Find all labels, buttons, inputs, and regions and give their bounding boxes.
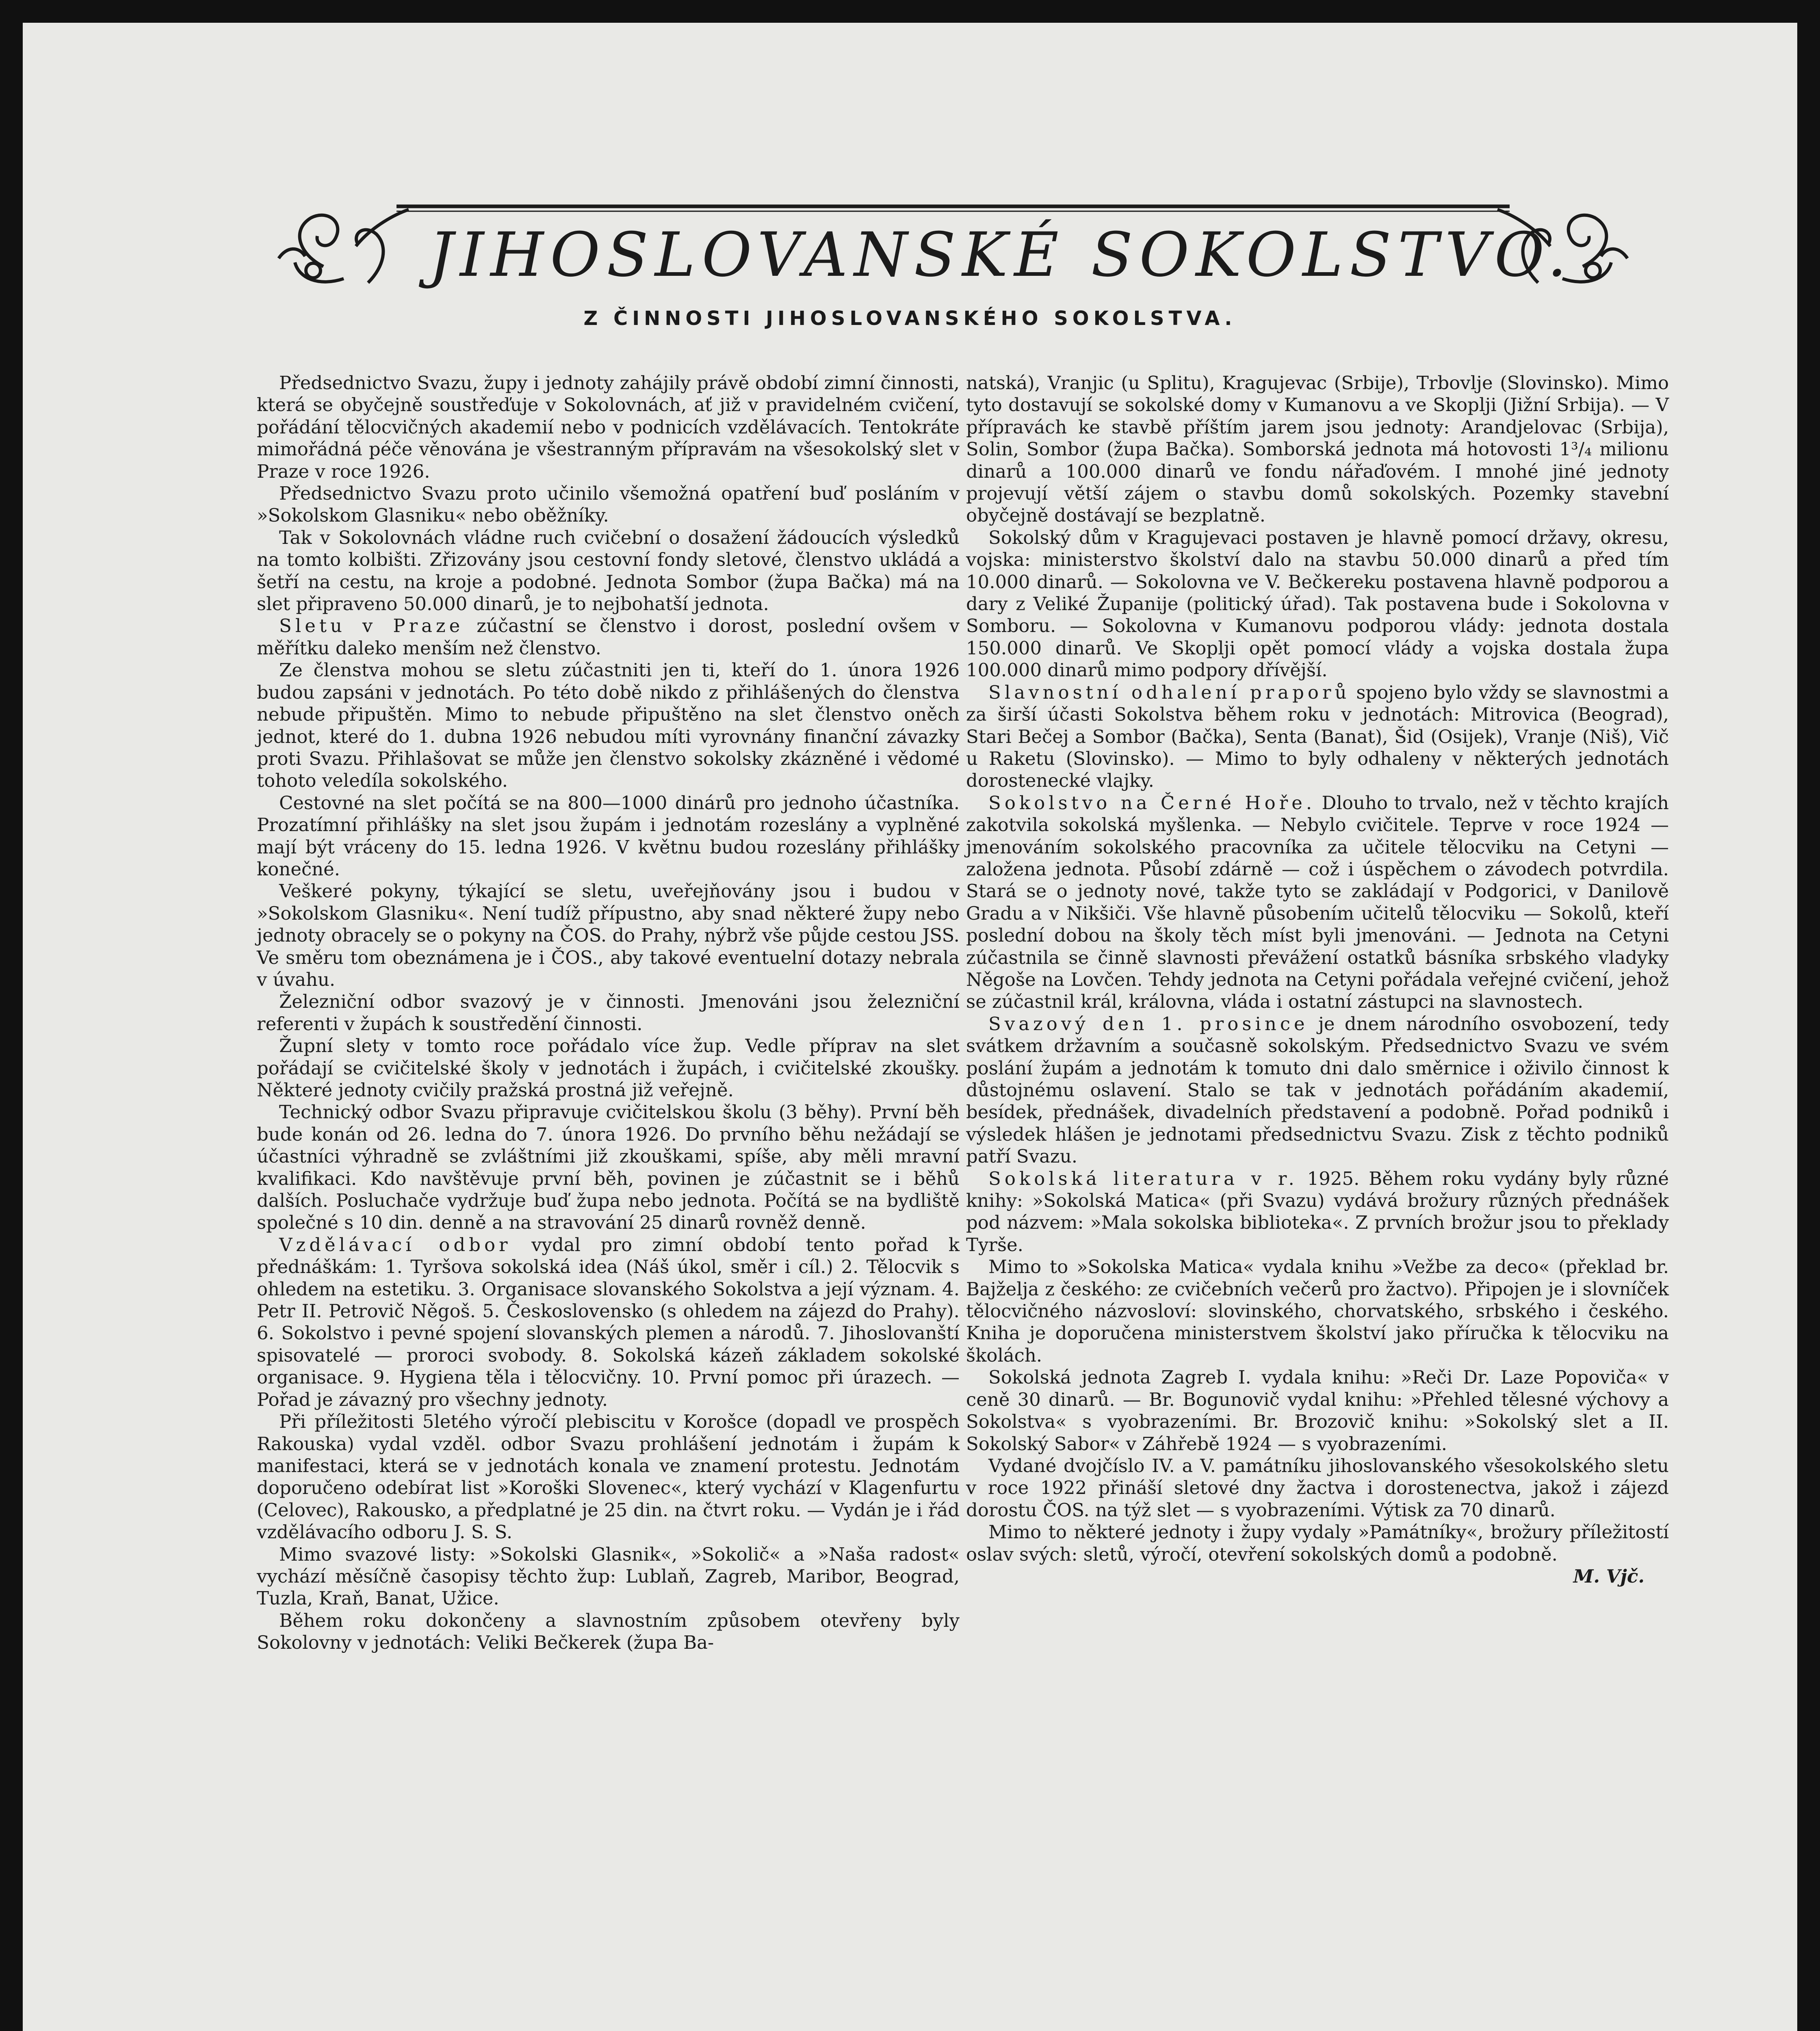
left-floral-ornament	[279, 210, 409, 283]
paragraph: Župní slety v tomto roce pořádalo více žup. Vedle příprav na slet pořádají se cvičitelské školy v jednotách i župách, i cvičitelské zkoušky. Některé jednoty cvičily pražská prostná již veřejně.	[257, 1035, 960, 1101]
spaced-lead: Sokolská literatura v r.	[988, 1167, 1298, 1189]
paragraph: Železniční odbor svazový je v činnosti. Jmenováni jsou železniční referenti v župách k soustředění činnosti.	[257, 991, 960, 1035]
paragraph: Mimo to některé jednoty i župy vydaly »Památníky«, brožury příležitostí oslav svých: sletů, výročí, otevření sokolských domů a podobně. M. Vjč.	[966, 1521, 1669, 1587]
paragraph: Slavnostní odhalení praporů spojeno bylo vždy se slavnostmi a za širší účasti Sokolstva během roku v jednotách: Mitrovica (Beograd), Stari Bečej a Sombor (Bačka), Senta (Banat), Šid (Osijek), Vranje (Niš), Vič u Raketu (Slovinsko). — Mimo to byly odhaleny v některých jednotách dorostenecké vlajky.	[966, 681, 1669, 792]
scanned-page	[23, 23, 1797, 2031]
paragraph: Sokolstvo na Černé Hoře. Dlouho to trvalo, než v těchto krajích zakotvila sokolská myšlenka. — Nebylo cvičitele. Teprve v roce 1924 — jmenováním sokolského pracovníka za učitele tělocviku na Cetyni — založena jednota. Působí zdárně — což i úspěchem o závodech potvrdila. Stará se o jednoty nové, takže tyto se zakládají v Podgorici, v Danilově Gradu a v Nikšiči. Vše hlavně působením učitelů tělocviku — Sokolů, kteří poslední dobou na školy těch míst byli jmenováni. — Jednota na Cetyni zúčastnila se činně slavnosti převážení ostatků básníka srbského vladyky Něgoše na Lovčen. Tehdy jednota na Cetyni pořádala veřejné cvičení, jehož se zúčastnil král, královna, vláda i ostatní zástupci na slavnostech.	[966, 792, 1669, 1013]
paragraph: Mimo svazové listy: »Sokolski Glasnik«, »Sokolič« a »Naša radost« vychází měsíčně časopisy těchto žup: Lublaň, Zagreb, Maribor, Beograd, Tuzla, Kraň, Banat, Užice.	[257, 1543, 960, 1609]
paragraph: Sokolský dům v Kragujevaci postaven je hlavně pomocí državy, okresu, vojska: ministerstvo školství dalo na stavbu 50.000 dinarů a před tím 10.000 dinarů. — Sokolovna ve V. Bečkereku postavena hlavně podporou a dary z Veliké Županije (politický úřad). Tak postavena bude i Sokolovna v Somboru. — Sokolovna v Kumanovu podporou vlády: jednota dostala 150.000 dinarů. Ve Skoplji opět pomocí vlády a vojska dostala župa 100.000 dinarů mimo podpory dřívější.	[966, 526, 1669, 681]
paragraph: Vzdělávací odbor vydal pro zimní období tento pořad k přednáškám: 1. Tyršova sokolská idea (Náš úkol, směr i cíl.) 2. Tělocvik s ohledem na estetiku. 3. Organisace slovanského Sokolstva a její význam. 4. Petr II. Petrovič Něgoš. 5. Československo (s ohledem na zájezd do Prahy). 6. Sokolstvo i pevné spojení slovanských plemen a národů. 7. Jihoslovanští spisovatelé — proroci svobody. 8. Sokolská kázeň základem sokolské organisace. 9. Hygiena těla i tělocvičny. 10. První pomoc při úrazech. — Pořad je závazný pro všechny jednoty.	[257, 1234, 960, 1410]
paragraph: Mimo to »Sokolska Matica« vydala knihu »Vežbe za deco« (překlad br. Bajželja z českého: ze cvičebních večerů pro žactvo). Připojen je i slovníček tělocvičného názvosloví: slovinského, chorvatského, srbského i českého. Kniha je doporučena ministerstvem školství jako příručka k tělocviku na školách.	[966, 1256, 1669, 1366]
paragraph: Předsednictvo Svazu proto učinilo všemožná opatření buď posláním v »Sokolskom Glasniku« nebo oběžníky.	[257, 483, 960, 526]
spaced-lead: Sletu v Praze	[279, 615, 464, 637]
paragraph: natská), Vranjic (u Splitu), Kragujevac (Srbije), Trbovlje (Slovinsko). Mimo tyto dostavují se sokolské domy v Kumanovu a ve Skoplji (Jižní Srbija). — V přípravách ke stavbě příštím jarem jsou jednoty: Arandjelovac (Srbija), Solin, Sombor (župa Bačka). Somborská jednota má hotovosti 1³/₄ milionu dinarů a 100.000 dinarů ve fondu nářaďovém. I mnohé jiné jednoty projevují větší zájem o stavbu domů sokolských. Pozemky stavební obyčejně dostávají se bezplatně.	[966, 372, 1669, 526]
spaced-lead: Sokolstvo na Černé Hoře.	[988, 792, 1316, 814]
spaced-lead: Slavnostní odhalení praporů	[988, 681, 1350, 703]
paragraph: Během roku dokončeny a slavnostním způsobem otevřeny byly Sokolovny v jednotách: Veliki Bečkerek (župa Ba-	[257, 1609, 960, 1654]
paragraph: Tak v Sokolovnách vládne ruch cvičební o dosažení žádoucích výsledků na tomto kolbišti. Zřizovány jsou cestovní fondy sletové, členstvo ukládá a šetří na cestu, na kroje a podobné. Jednota Sombor (župa Bačka) má na slet připraveno 50.000 dinarů, je to nejbohatší jednota.	[257, 526, 960, 615]
paragraph: Sokolská literatura v r. 1925. Během roku vydány byly různé knihy: »Sokolská Matica« (při Svazu) vydává brožury různých přednášek pod názvem: »Mala sokolska biblioteka«. Z prvních brožur jsou to překlady Tyrše.	[966, 1167, 1669, 1256]
author-signature: M. Vjč.	[1573, 1565, 1644, 1587]
right-column	[966, 372, 1669, 1587]
spaced-lead: Svazový den 1. prosince	[988, 1013, 1309, 1035]
paragraph: Technický odbor Svazu připravuje cvičitelskou školu (3 běhy). První běh bude konán od 26. ledna do 7. února 1926. Do prvního běhu nežádají se účastníci výhradně se zvláštními již zkouškami, spíše, aby měli mravní kvalifikaci. Kdo navštěvuje první běh, povinen je zúčastnit se i běhů dalších. Posluchače vydržuje buď župa nebo jednota. Počítá se na bydliště společné s 10 din. denně a na stravování 25 dinarů rovněž denně.	[257, 1101, 960, 1234]
paragraph: Při příležitosti 5letého výročí plebiscitu v Korošce (dopadl ve prospěch Rakouska) vydal vzděl. odbor Svazu prohlášení jednotám i župám k manifestaci, která se v jednotách konala ve znamení protestu. Jednotám doporučeno odebírat list »Koroški Slovenec«, který vychází v Klagenfurtu (Celovec), Rakousko, a předplatné je 25 din. na čtvrt roku. — Vydán je i řád vzdělávacího odboru J. S. S.	[257, 1411, 960, 1543]
left-column	[257, 372, 960, 1654]
article-subtitle: Z ČINNOSTI JIHOSLOVANSKÉHO SOKOLSTVA.	[583, 307, 1237, 330]
paragraph: Ze členstva mohou se sletu zúčastniti jen ti, kteří do 1. února 1926 budou zapsáni v jednotách. Po této době nikdo z přihlášených do členstva nebude připuštěn. Mimo to nebude připuštěno na slet členstvo oněch jednot, které do 1. dubna 1926 nebudou míti vyrovnány finanční závazky proti Svazu. Přihlašovat se může jen členstvo sokolsky zkázněné i vědomé tohoto veledíla sokolského.	[257, 659, 960, 792]
ornamental-header	[275, 185, 1632, 307]
paragraph: Sletu v Praze zúčastní se členstvo i dorost, poslední ovšem v měřítku daleko menším než členstvo.	[257, 615, 960, 659]
paragraph: Předsednictvo Svazu, župy i jednoty zahájily právě období zimní činnosti, která se obyčejně soustřeďuje v Sokolovnách, ať již v pravidelném cvičení, pořádání tělocvičných akademií nebo v podnicích vzdělávacích. Tentokráte mimořádná péče věnována je všestranným přípravám na všesokolský slet v Praze v roce 1926.	[257, 372, 960, 482]
page-title: JIHOSLOVANSKÉ SOKOLSTVO.	[429, 220, 1573, 290]
paragraph: Veškeré pokyny, týkající se sletu, uveřejňovány jsou i budou v »Sokolskom Glasniku«. Není tudíž přípustno, aby snad některé župy nebo jednoty obracely se o pokyny na ČOS. do Prahy, nýbrž vše půjde cestou JSS. Ve směru tom obeznámena je i ČOS., aby takové eventuelní dotazy nebrala v úvahu.	[257, 880, 960, 990]
paragraph: Sokolská jednota Zagreb I. vydala knihu: »Reči Dr. Laze Popoviča« v ceně 30 dinarů. — Br. Bogunovič vydal knihu: »Přehled tělesné výchovy a Sokolstva« s vyobrazeními. Br. Brozovič knihu: »Sokolský slet a II. Sokolský Sabor« v Záhřebě 1924 — s vyobrazeními.	[966, 1366, 1669, 1455]
spaced-lead: Vzdělávací odbor	[279, 1234, 511, 1256]
paragraph: Cestovné na slet počítá se na 800—1000 dinárů pro jednoho účastníka. Prozatímní přihlášky na slet jsou župám i jednotám rozeslány a vyplněné mají být vráceny do 15. ledna 1926. V květnu budou rozeslány přihlášky konečné.	[257, 792, 960, 880]
paragraph: Svazový den 1. prosince je dnem národního osvobození, tedy svátkem državním a současně sokolským. Předsednictvo Svazu ve svém poslání župám a jednotám k tomuto dni dalo směrnice i oživilo činnost k důstojnému oslavení. Stalo se tak v jednotách pořádáním akademií, besídek, přednášek, divadelních představení a podobně. Pořad podniků i výsledek hlášen je jednotami předsednictvu Svazu. Zisk z těchto podniků patří Svazu.	[966, 1013, 1669, 1167]
paragraph: Vydané dvojčíslo IV. a V. památníku jihoslovanského všesokolského sletu v roce 1922 přináší sletové dny žactva i dorostenectva, jakož i zájezd dorostu ČOS. na týž slet — s vyobrazeními. Výtisk za 70 dinarů.	[966, 1455, 1669, 1521]
